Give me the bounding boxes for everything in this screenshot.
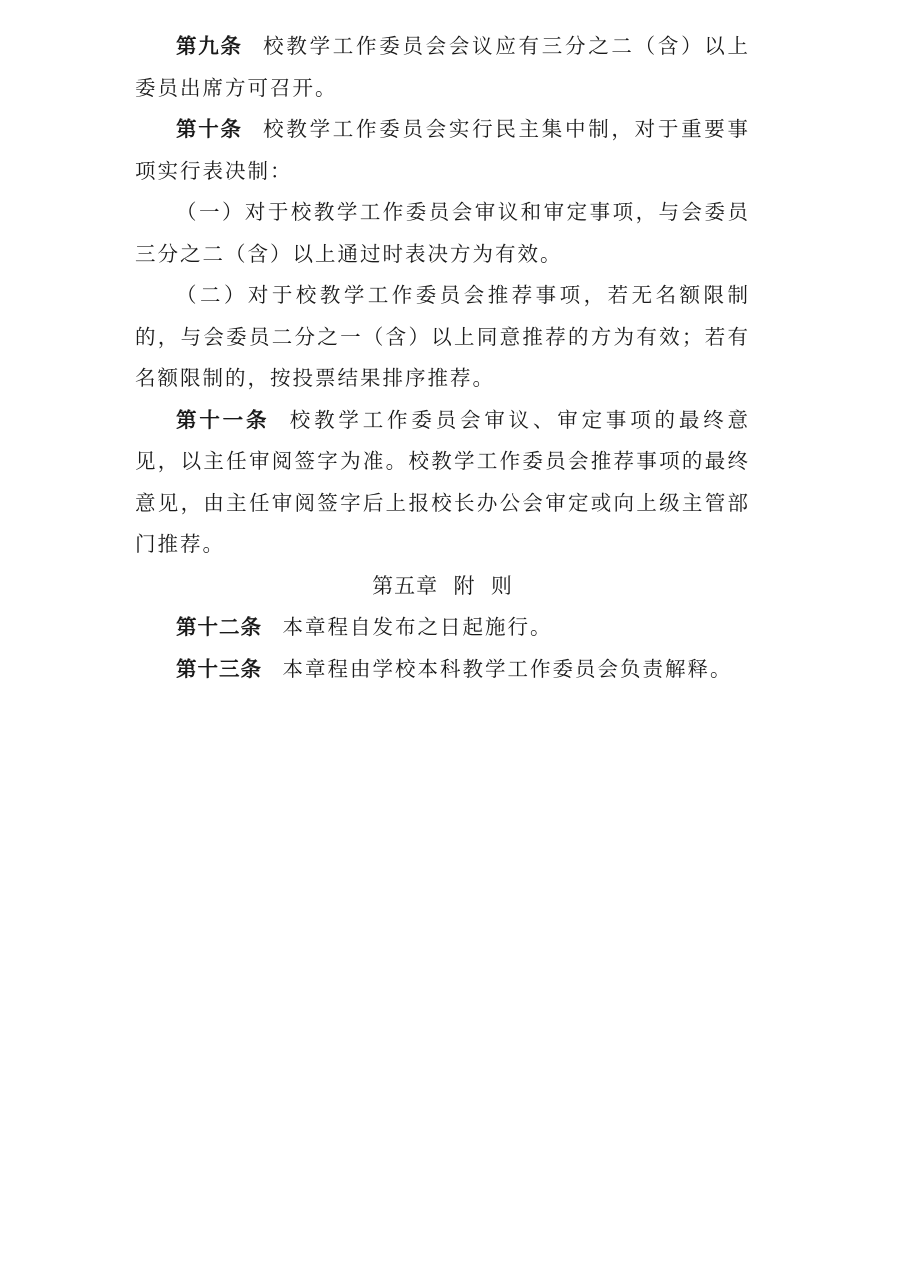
article-12: [135, 607, 750, 649]
article-10: [135, 109, 750, 192]
article-9: [135, 26, 750, 109]
article-text: 校教学工作委员会会议应有三分之二（含）以上委员出席方可召开。: [135, 34, 751, 100]
article-number: 第十条: [176, 117, 243, 141]
article-10-item-1: [135, 192, 750, 275]
article-number: 第十一条: [176, 407, 270, 432]
document-page: [135, 26, 750, 690]
article-number: 第九条: [176, 34, 243, 58]
article-text: （二）对于校教学工作委员会推荐事项，若无名额限制的，与会委员二分之一（含）以上同意推荐的方为有效；若有名额限制的，按投票结果排序推荐。: [135, 283, 750, 390]
chapter-title: 第五章 附 则: [372, 573, 513, 598]
article-11: [135, 400, 750, 566]
article-text: 本章程自发布之日起施行。: [282, 615, 553, 639]
article-text: 校教学工作委员会实行民主集中制，对于重要事项实行表决制：: [135, 117, 751, 183]
article-13: [135, 649, 750, 691]
article-text: 校教学工作委员会审议、审定事项的最终意见，以主任审阅签字为准。校教学工作委员会推荐事项的最终意见，由主任审阅签字后上报校长办公会审定或向上级主管部门推荐。: [135, 407, 751, 556]
article-number: 第十二条: [176, 615, 262, 639]
article-text: （一）对于校教学工作委员会审议和审定事项，与会委员三分之二（含）以上通过时表决方为有效。: [135, 200, 750, 266]
article-text: 本章程由学校本科教学工作委员会负责解释。: [282, 656, 733, 681]
article-10-item-2: [135, 275, 750, 400]
article-number: 第十三条: [176, 656, 262, 681]
